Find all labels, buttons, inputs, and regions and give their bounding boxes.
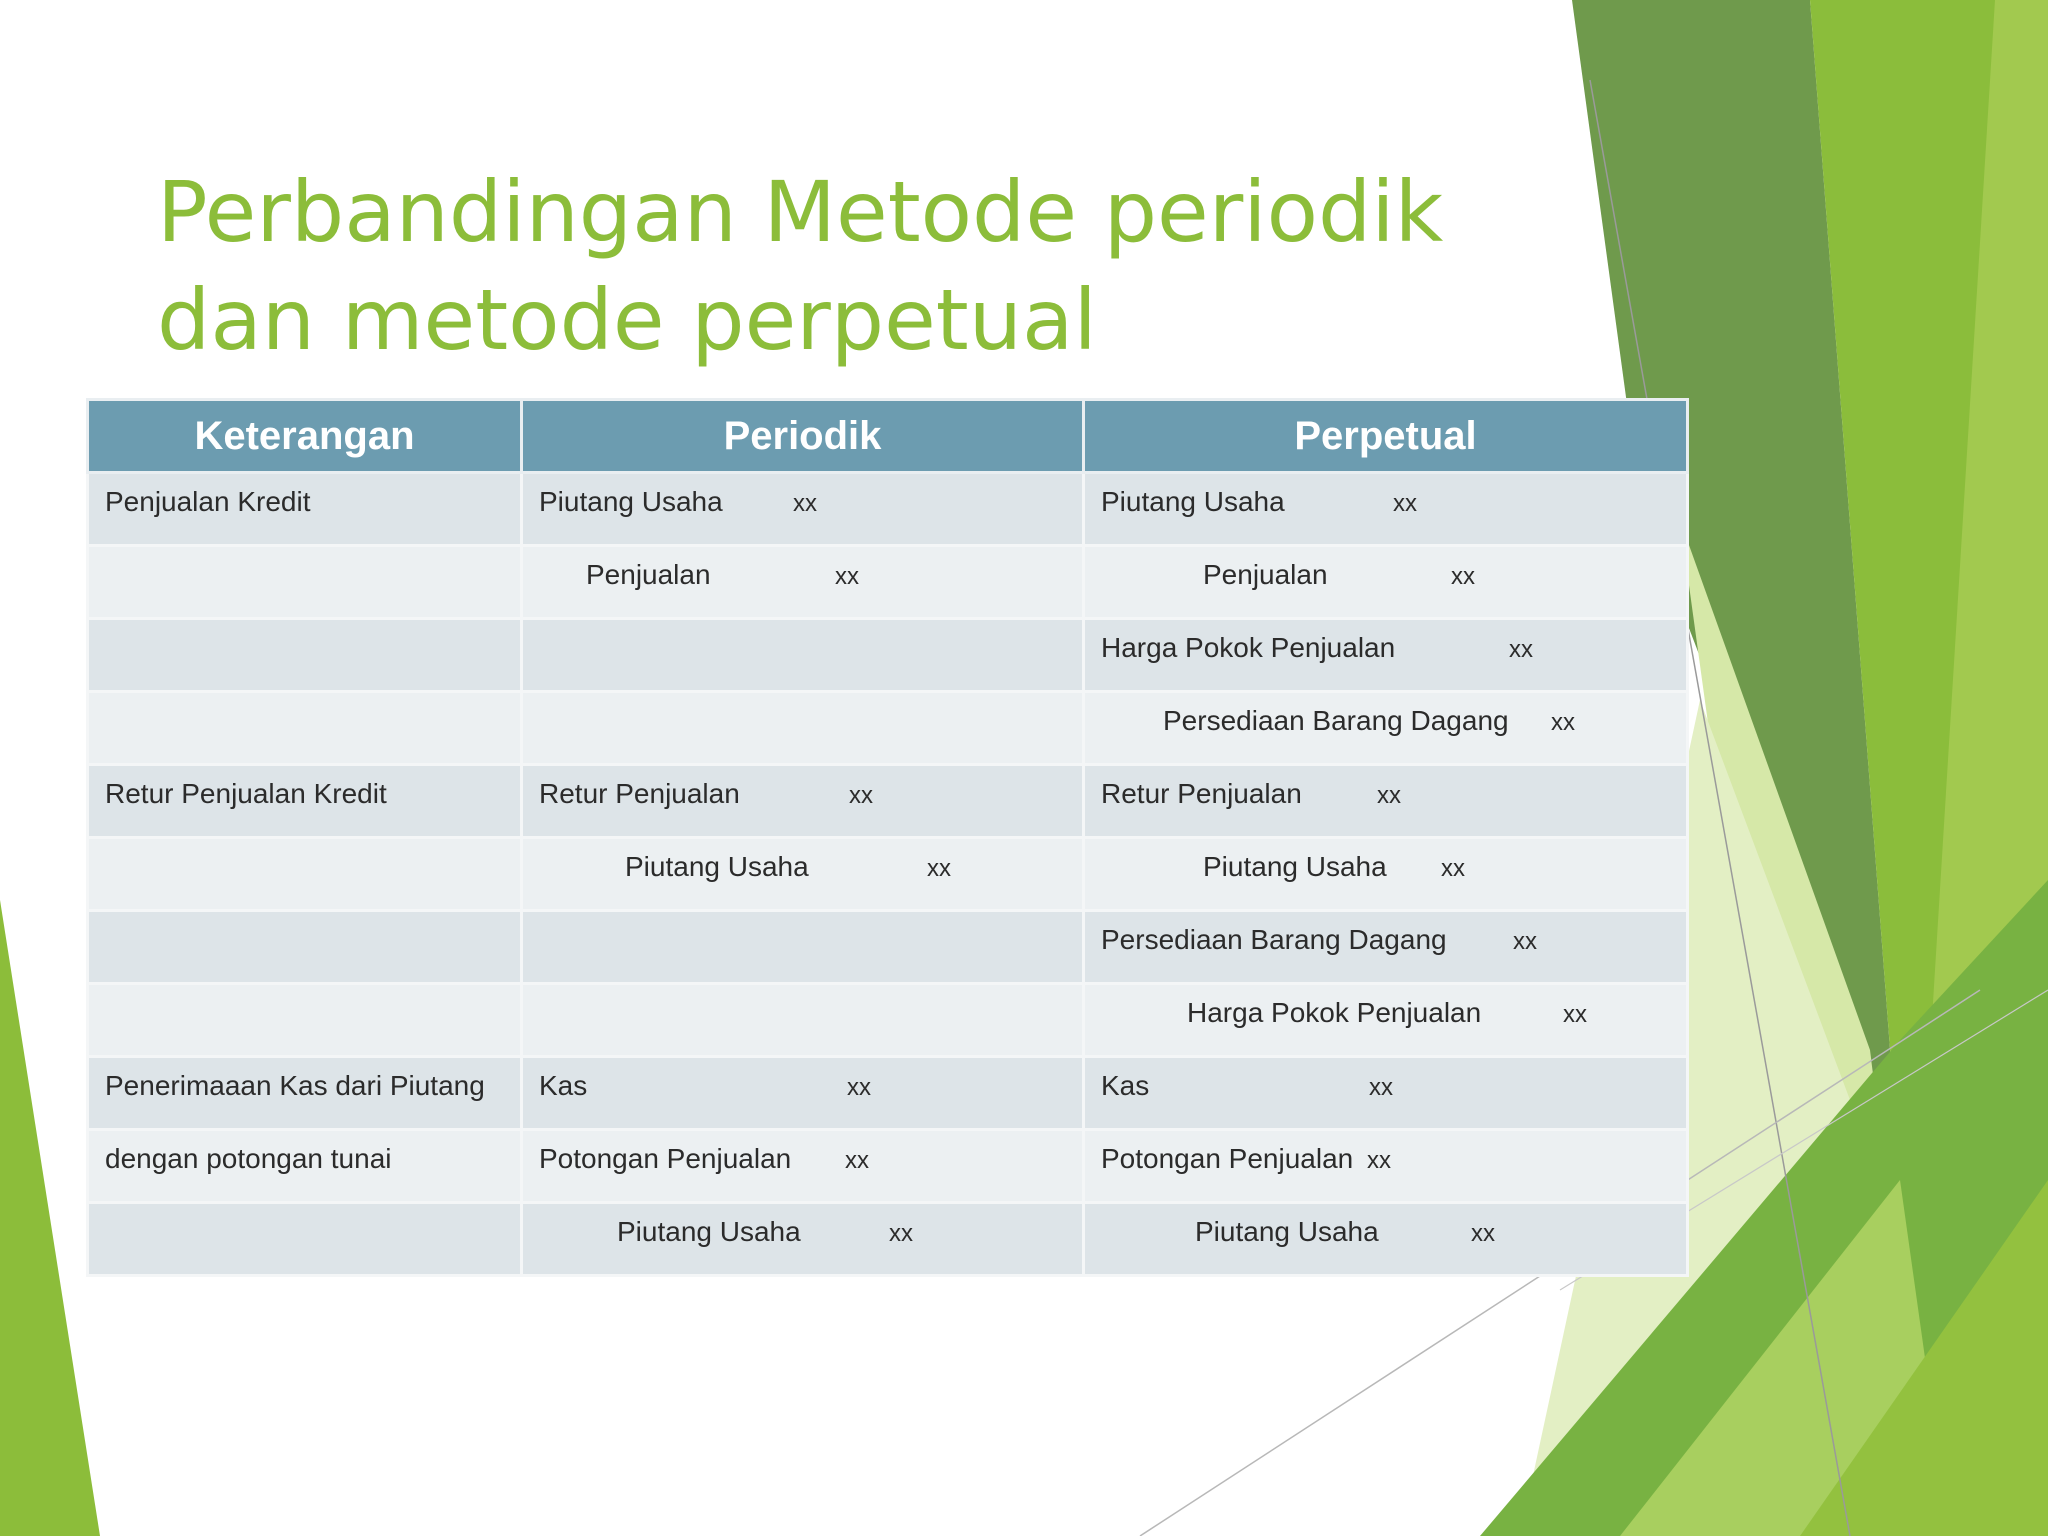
perpetual-account: Harga Pokok Penjualan [1101, 632, 1396, 663]
periodik-cell [522, 1130, 1084, 1203]
keterangan-text: Retur Penjualan Kredit [105, 778, 387, 809]
periodik-cell [522, 1203, 1084, 1276]
periodik-account: Piutang Usaha [617, 1216, 801, 1247]
perpetual-amount: xx [1471, 1220, 1495, 1247]
table-row [88, 1203, 1688, 1276]
perpetual-cell [1084, 473, 1688, 546]
periodik-amount: xx [889, 1220, 913, 1247]
keterangan-cell [88, 984, 522, 1057]
table-row [88, 473, 1688, 546]
table-row [88, 1130, 1688, 1203]
perpetual-cell [1084, 1057, 1688, 1130]
perpetual-account: Retur Penjualan [1101, 778, 1302, 809]
perpetual-cell [1084, 619, 1688, 692]
perpetual-cell [1084, 765, 1688, 838]
perpetual-cell [1084, 911, 1688, 984]
slide-title [157, 158, 1457, 374]
periodik-cell [522, 619, 1084, 692]
table-row [88, 692, 1688, 765]
periodik-cell [522, 692, 1084, 765]
table-row [88, 911, 1688, 984]
keterangan-text: Penjualan Kredit [105, 486, 311, 517]
perpetual-amount: xx [1563, 1001, 1587, 1028]
periodik-amount: xx [845, 1147, 869, 1174]
perpetual-cell [1084, 1203, 1688, 1276]
perpetual-amount: xx [1441, 855, 1465, 882]
table-row [88, 838, 1688, 911]
perpetual-account: Kas [1101, 1070, 1150, 1101]
periodik-amount: xx [927, 855, 951, 882]
perpetual-cell [1084, 984, 1688, 1057]
periodik-account: Piutang Usaha [539, 486, 723, 517]
periodik-account: Kas [539, 1070, 588, 1101]
perpetual-cell [1084, 546, 1688, 619]
periodik-account: Potongan Penjualan [539, 1143, 792, 1174]
table-row [88, 765, 1688, 838]
header-keterangan: Keterangan [88, 400, 522, 473]
keterangan-text: Penerimaaan Kas dari Piutang [105, 1070, 485, 1101]
perpetual-amount: xx [1367, 1147, 1391, 1174]
periodik-cell [522, 984, 1084, 1057]
keterangan-cell [88, 1203, 522, 1276]
periodik-account: Piutang Usaha [625, 851, 809, 882]
keterangan-cell [88, 1130, 522, 1203]
header-perpetual: Perpetual [1084, 400, 1688, 473]
perpetual-account: Piutang Usaha [1195, 1216, 1379, 1247]
periodik-cell [522, 765, 1084, 838]
table-row [88, 984, 1688, 1057]
table-row [88, 1057, 1688, 1130]
table-row [88, 619, 1688, 692]
perpetual-amount: xx [1393, 490, 1417, 517]
periodik-cell [522, 911, 1084, 984]
perpetual-account: Piutang Usaha [1101, 486, 1285, 517]
periodik-cell [522, 546, 1084, 619]
header-periodik: Periodik [522, 400, 1084, 473]
keterangan-cell [88, 692, 522, 765]
perpetual-amount: xx [1369, 1074, 1393, 1101]
perpetual-cell [1084, 692, 1688, 765]
periodik-amount: xx [835, 563, 859, 590]
periodik-account: Retur Penjualan [539, 778, 740, 809]
slide-title-line-1: Perbandingan Metode periodik [157, 163, 1444, 261]
periodik-amount: xx [849, 782, 873, 809]
keterangan-cell [88, 546, 522, 619]
periodik-cell [522, 838, 1084, 911]
perpetual-account: Harga Pokok Penjualan [1187, 997, 1482, 1028]
keterangan-cell [88, 765, 522, 838]
keterangan-cell [88, 473, 522, 546]
perpetual-account: Penjualan [1203, 559, 1328, 590]
keterangan-cell [88, 911, 522, 984]
table-row [88, 546, 1688, 619]
comparison-table [86, 398, 1689, 1277]
perpetual-account: Piutang Usaha [1203, 851, 1387, 882]
perpetual-amount: xx [1377, 782, 1401, 809]
perpetual-account: Potongan Penjualan [1101, 1143, 1354, 1174]
perpetual-cell [1084, 1130, 1688, 1203]
green-panel-left [0, 900, 100, 1536]
keterangan-cell [88, 619, 522, 692]
periodik-cell [522, 473, 1084, 546]
periodik-amount: xx [847, 1074, 871, 1101]
perpetual-amount: xx [1551, 709, 1575, 736]
perpetual-amount: xx [1509, 636, 1533, 663]
slide-title-line-2: dan metode perpetual [157, 271, 1097, 369]
periodik-cell [522, 1057, 1084, 1130]
periodik-account: Penjualan [586, 559, 711, 590]
keterangan-cell [88, 1057, 522, 1130]
table-header-row [88, 400, 1688, 473]
perpetual-amount: xx [1451, 563, 1475, 590]
keterangan-cell [88, 838, 522, 911]
perpetual-account: Persediaan Barang Dagang [1163, 705, 1509, 736]
keterangan-text: dengan potongan tunai [105, 1143, 392, 1174]
perpetual-amount: xx [1513, 928, 1537, 955]
perpetual-cell [1084, 838, 1688, 911]
periodik-amount: xx [793, 490, 817, 517]
perpetual-account: Persediaan Barang Dagang [1101, 924, 1447, 955]
